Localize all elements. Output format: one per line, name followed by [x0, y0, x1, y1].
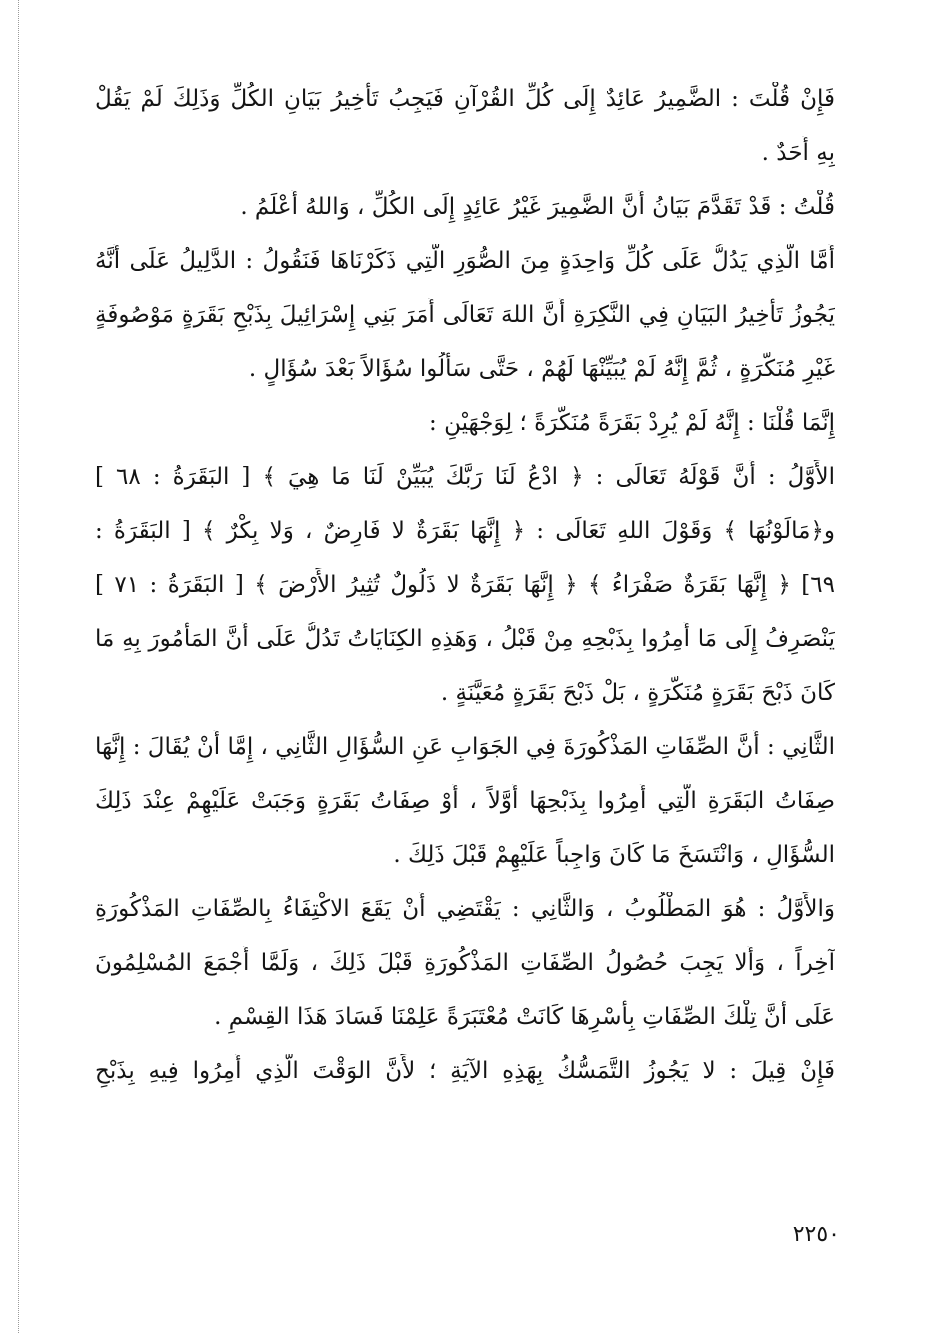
text-line: آخِراً ، وَأَلا يَجِبَ حُصُولُ الصِّفَاتِ المَذْكُورَةِ قَبْلَ ذَلِكَ ، وَلَمَّا أَجْمَعَ المُسْلِمُونَ — [95, 950, 835, 976]
paragraph — [95, 406, 835, 440]
page-body-text — [95, 82, 835, 1108]
text-line: غَيْرِ مُنَكَّرَةٍ ، ثُمَّ إِنَّهُ لَمْ يُبَيِّنْهَا لَهُمْ ، حَتَّى سَأَلُوا سُؤَالاً بَعْدَ سُؤَالٍ . — [248, 356, 835, 382]
paragraph — [95, 460, 835, 710]
paragraph — [95, 244, 835, 386]
text-line: فَإِنْ قِيلَ : لا يَجُوزُ التَّمَسُّكُ بِهَذِهِ الآيَةِ ؛ لأَنَّ الوَقْتَ الَّذِي أُمِرُوا فِيهِ بِذَبْحِ — [95, 1058, 835, 1084]
text-line: ٦٩] ﴿ إِنَّهَا بَقَرَةٌ صَفْرَاءُ ﴾ ﴿ إِنَّهَا بَقَرَةٌ لا ذَلُولٌ تُثِيرُ الأَرْضَ ﴾ [ البَقَرَةُ : ٧١ ] — [95, 572, 835, 598]
text-line: عَلَى أَنَّ تِلْكَ الصِّفَاتِ بِأَسْرِهَا كَانَتْ مُعْتَبَرَةً عَلِمْنَا فَسَادَ هَذَا القِسْمِ . — [214, 1004, 835, 1030]
scan-margin-rule — [18, 0, 19, 1333]
text-line: يَجُوزُ تَأْخِيرُ البَيَانِ فِي النَّكِرَةِ أَنَّ اللهَ تَعَالَى أَمَرَ بَنِي إِسْرَائِيلَ بِذَبْحِ بَقَرَةٍ مَوْصُوفَةٍ — [95, 302, 835, 328]
text-line: وَالأَوَّلُ : هُوَ المَطْلُوبُ ، وَالثَّانِي : يَقْتَضِي أَنْ يَقَعَ الاكْتِفَاءُ بِالصِّفَاتِ المَذْكُورَةِ — [95, 896, 835, 922]
page-number: ٢٢٥٠ — [792, 1222, 840, 1247]
text-line: الأَوَّلُ : أَنَّ قَوْلَهُ تَعَالَى : ﴿ ادْعُ لَنَا رَبَّكَ يُبَيِّنْ لَنَا مَا هِيَ ﴾ [ البَقَرَةُ : ٦٨ ] — [95, 464, 835, 490]
text-line: فَإِنْ قُلْتَ : الضَّمِيرُ عَائِدٌ إِلَى كُلِّ القُرْآنِ فَيَجِبُ تَأْخِيرُ بَيَانِ الكُلِّ وَذَلِكَ لَمْ يَقُلْ — [95, 86, 835, 112]
paragraph — [95, 82, 835, 170]
text-line: كَانَ ذَبْحَ بَقَرَةٍ مُنَكَّرَةٍ ، بَلْ ذَبْحَ بَقَرَةٍ مُعَيَّنَةٍ . — [440, 680, 835, 706]
paragraph — [95, 190, 835, 224]
text-line: و﴿مَالَوْنُهَا ﴾ وَقَوْلَ اللهِ تَعَالَى : ﴿ إِنَّهَا بَقَرَةٌ لا فَارِضٌ ، وَلا بِكْرٌ ﴾ [ البَقَرَةُ : — [95, 518, 835, 544]
text-line: الثَّانِي : أَنَّ الصِّفَاتِ المَذْكُورَةَ فِي الجَوَابِ عَنِ السُّؤَالِ الثَّانِي ، إِمَّا أَنْ يُقَالَ : إِنَّهَا — [95, 734, 835, 760]
text-line: يَنْصَرِفُ إِلَى مَا أُمِرُوا بِذَبْحِهِ مِنْ قَبْلُ ، وَهَذِهِ الكِنَايَاتُ تَدُلُّ عَلَى أَنَّ المَأْمُورَ بِهِ مَا — [95, 626, 835, 652]
text-line: قُلْتُ : قَدْ تَقَدَّمَ بَيَانُ أَنَّ الضَّمِيرَ غَيْرُ عَائِدٍ إِلَى الكُلِّ ، وَاللهُ أَعْلَمُ . — [240, 194, 835, 220]
text-line: بِهِ أَحَدٌ . — [761, 140, 835, 166]
text-line: إِنَّمَا قُلْنَا : إِنَّهُ لَمْ يُرِدْ بَقَرَةً مُنَكَّرَةً ؛ لِوَجْهَيْنِ : — [429, 410, 835, 436]
paragraph — [95, 730, 835, 872]
text-line: السُّؤَالِ ، وَانْتَسَخَ مَا كَانَ وَاجِباً عَلَيْهِمْ قَبْلَ ذَلِكَ . — [393, 842, 835, 868]
text-line: أَمَّا الَّذِي يَدُلُّ عَلَى كُلِّ وَاحِدَةٍ مِنَ الصُّوَرِ الَّتِي ذَكَرْنَاهَا فَنَقُولُ : الدَّلِيلُ عَلَى أَنَّهُ — [95, 248, 835, 274]
paragraph — [95, 892, 835, 1034]
text-line: صِفَاتُ البَقَرَةِ الَّتِي أُمِرُوا بِذَبْحِهَا أَوَّلاً ، أَوْ صِفَاتُ بَقَرَةٍ وَجَبَتْ عَلَيْهِمْ عِنْدَ ذَلِكَ — [95, 788, 835, 814]
paragraph — [95, 1054, 835, 1088]
